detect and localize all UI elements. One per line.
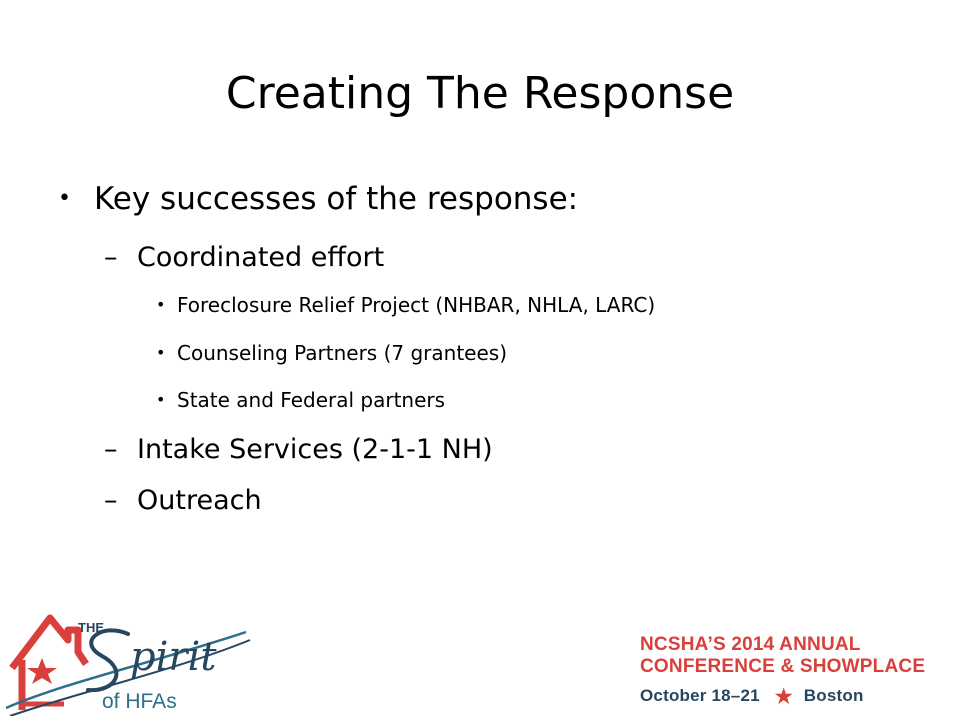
star-icon: ★	[774, 686, 793, 708]
sub-sub-bullet-partners	[156, 385, 446, 415]
dash-icon: –	[104, 242, 118, 273]
sub-bullet-text: Outreach	[137, 485, 262, 516]
sub-bullet-intake	[104, 430, 493, 470]
slide-title: Creating The Response	[225, 68, 735, 119]
logo-word-text: pirit	[130, 634, 217, 680]
sub-bullet-outreach	[104, 481, 262, 521]
logo-of-hfas-text: of HFAs	[102, 690, 177, 713]
bullet-dot-icon: •	[156, 295, 166, 314]
conference-dates: October 18–21	[640, 686, 760, 705]
bullet-main	[58, 176, 579, 222]
bullet-main-text: Key successes of the response:	[94, 181, 579, 217]
sub-sub-bullet-counseling	[156, 338, 507, 368]
logo-the-text: THE	[78, 620, 104, 635]
sub-sub-bullet-text: State and Federal partners	[177, 388, 446, 412]
bullet-dot-icon: •	[156, 343, 166, 362]
dash-icon: –	[104, 485, 118, 516]
conference-banner	[640, 634, 956, 714]
conference-line-2: CONFERENCE & SHOWPLACE	[640, 656, 926, 677]
house-star-logo-icon	[6, 612, 256, 716]
sub-bullet-text: Coordinated effort	[137, 242, 385, 273]
sub-sub-bullet-foreclosure	[156, 290, 656, 320]
sub-sub-bullet-text: Foreclosure Relief Project (NHBAR, NHLA, LARC)	[177, 293, 656, 317]
dash-icon: –	[104, 434, 118, 465]
bullet-dot-icon: •	[58, 186, 71, 211]
sub-bullet-coordinated	[104, 238, 385, 278]
conference-dates-line	[640, 684, 864, 709]
conference-line-1: NCSHA’S 2014 ANNUAL	[640, 634, 861, 655]
bullet-dot-icon: •	[156, 390, 166, 409]
conference-city: Boston	[803, 686, 864, 705]
sub-bullet-text: Intake Services (2-1-1 NH)	[137, 434, 493, 465]
spirit-of-hfas-logo	[6, 612, 256, 716]
sub-sub-bullet-text: Counseling Partners (7 grantees)	[177, 341, 507, 365]
